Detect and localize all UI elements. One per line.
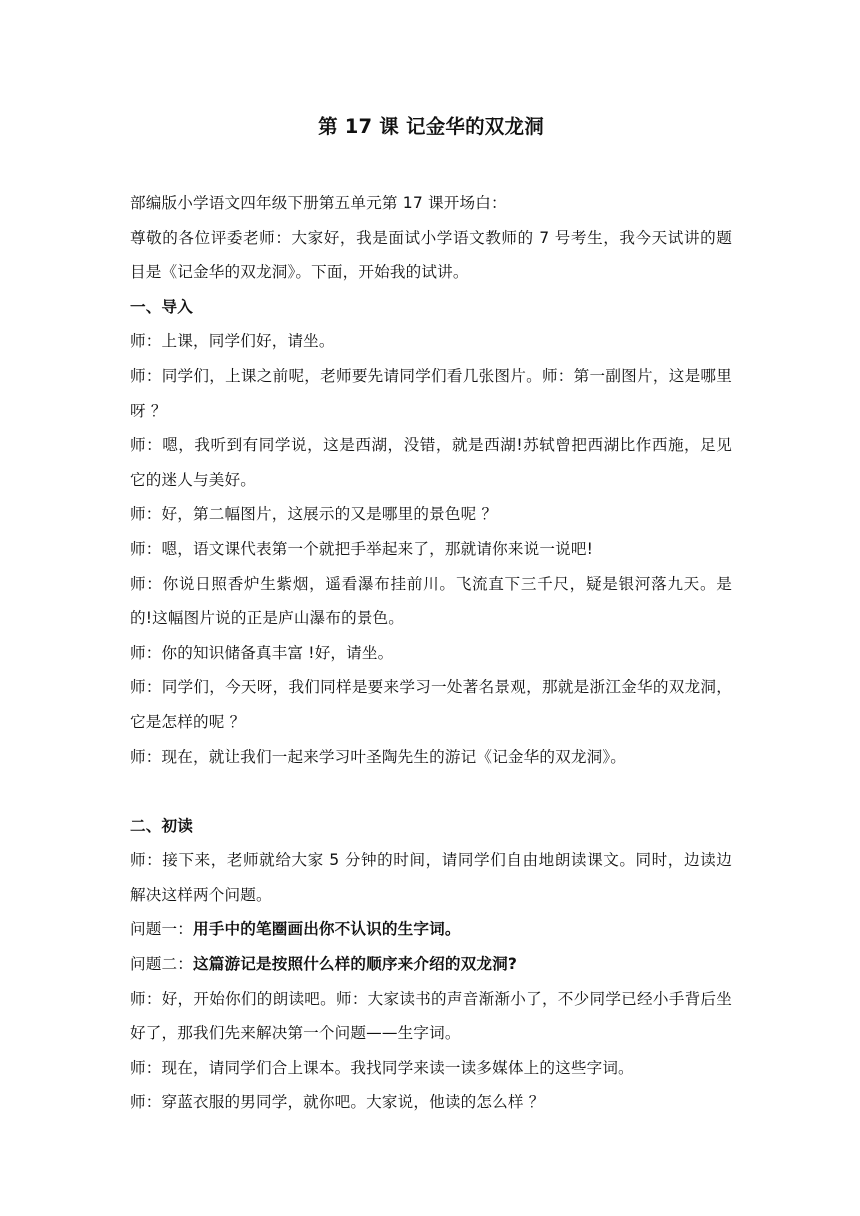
question-two-label: 问题二： xyxy=(130,955,193,974)
section1-paragraph: 师：同学们，上课之前呢，老师要先请同学们看几张图片。师：第一副图片，这是哪里呀 ？ xyxy=(130,366,732,420)
blank-line xyxy=(130,774,732,809)
section2-paragraph: 师：穿蓝衣服的男同学，就你吧。大家说，他读的怎么样 ？ xyxy=(130,1093,545,1112)
section2-paragraph: 师：现在，请同学们合上课本。我找同学来读一读多媒体上的这些字词。 xyxy=(130,1058,634,1077)
section1-paragraph: 师：嗯，我听到有同学说，这是西湖，没错，就是西湖!苏轼曾把西湖比作西施，足见它的迷人与美好。 xyxy=(130,436,732,489)
section-heading-first-reading: 二、初读 xyxy=(130,816,193,835)
section1-paragraph: 师：嗯，语文课代表第一个就把手举起来了，那就请你来说一说吧! xyxy=(130,539,593,558)
section1-paragraph: 师：同学们，今天呀，我们同样是要来学习一处著名景观，那就是浙江金华的双龙洞，它是怎样的呢 ？ xyxy=(130,678,732,731)
section1-paragraph: 师：好，第二幅图片，这展示的又是哪里的景色呢 ？ xyxy=(130,505,498,524)
question-two-text: 这篇游记是按照什么样的顺序来介绍的双龙洞? xyxy=(192,955,518,974)
question-one-label: 问题一： xyxy=(130,920,193,939)
section2-paragraph: 师：接下来，老师就给大家 5 分钟的时间，请同学们自由地朗读课文。同时，边读边解决这样两个问题。 xyxy=(130,851,732,904)
document-title: 第 17 课 记金华的双龙洞 xyxy=(318,115,544,138)
question-one-text: 用手中的笔圈画出你不认识的生字词。 xyxy=(192,920,461,939)
intro-greeting: 尊敬的各位评委老师：大家好，我是面试小学语文教师的 7 号考生，我今天试讲的题目是《记金华的双龙洞》。下面，开始我的试讲。 xyxy=(130,228,732,282)
section1-paragraph: 师：上课，同学们好，请坐。 xyxy=(130,332,335,351)
intro-line: 部编版小学语文四年级下册第五单元第 17 课开场白： xyxy=(130,194,507,212)
question-two xyxy=(130,947,732,982)
section1-paragraph: 师：你的知识储备真丰富 !好，请坐。 xyxy=(130,643,394,662)
section2-paragraph: 师：好，开始你们的朗读吧。师：大家读书的声音渐渐小了，不少同学已经小手背后坐好了，那我们先来解决第一个问题——生字词。 xyxy=(130,989,732,1043)
section1-paragraph: 师：你说日照香炉生紫烟，遥看瀑布挂前川。飞流直下三千尺，疑是银河落九天。是的!这幅图片说的正是庐山瀑布的景色。 xyxy=(130,574,732,628)
section-heading-intro: 一、导入 xyxy=(130,297,193,316)
section1-paragraph: 师：现在，就让我们一起来学习叶圣陶先生的游记《记金华的双龙洞》。 xyxy=(130,747,627,766)
question-one xyxy=(130,912,732,947)
document-page xyxy=(130,112,732,1120)
